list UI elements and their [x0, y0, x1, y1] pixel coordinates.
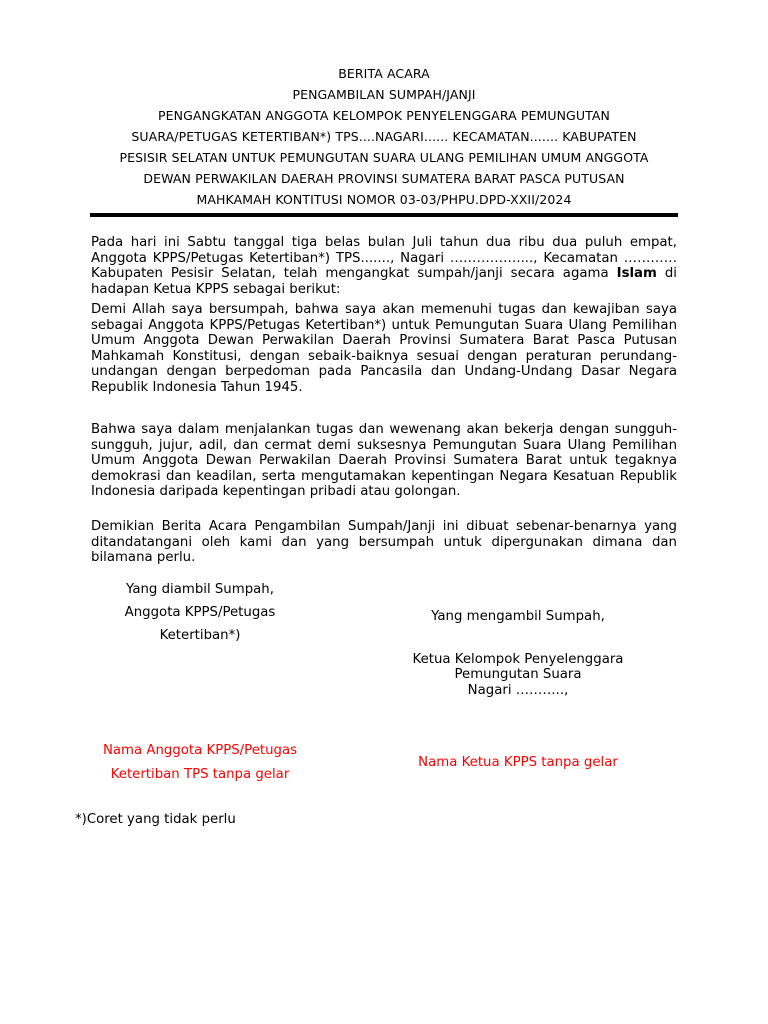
- doc-heading-line: SUARA/PETUGAS KETERTIBAN*) TPS....NAGARI...... KECAMATAN....... KABUPATEN: [131, 129, 637, 144]
- right-signer-name: Nama Ketua KPPS tanpa gelar: [418, 755, 618, 770]
- oath-paragraph: Demi Allah saya bersumpah, bahwa saya akan memenuhi tugas dan kewajiban saya sebagai Anggota KPPS/Petugas Ketertiban*) untuk Pemungutan Suara Ulang Pemilihan Umum Anggota Dewan Perwakilan Daerah Provinsi Sumatera Barat Pasca Putusan Mahkamah Konstitusi, dengan sebaik-baiknya sesuai dengan peraturan perundang-undangan dengan berpedoman pada Pancasila dan Undang-Undang Dasar Negara Republik Indonesia Tahun 1945.: [91, 302, 677, 395]
- opening-text-end: di hadapan Ketua KPPS sebagai berikut:: [91, 266, 677, 297]
- doc-heading-line: PENGANGKATAN ANGGOTA KELOMPOK PENYELENGGARA PEMUNGUTAN: [158, 108, 610, 123]
- left-signer-name-cont: Ketertiban TPS tanpa gelar: [110, 767, 290, 782]
- doc-heading-line: MAHKAMAH KONTITUSI NOMOR 03-03/PHPU.DPD-XXII/2024: [196, 192, 572, 207]
- doc-heading-line: DEWAN PERWAKILAN DAERAH PROVINSI SUMATERA BARAT PASCA PUTUSAN: [143, 171, 625, 186]
- religion-text: Islam: [616, 266, 657, 281]
- right-signer-role: Ketua Kelompok Penyelenggara: [412, 652, 624, 667]
- right-signer-location: Nagari ………..,: [467, 683, 569, 698]
- header-divider: [90, 213, 678, 217]
- left-signer-name: Nama Anggota KPPS/Petugas: [102, 743, 298, 758]
- left-signer-role-cont: Ketertiban*): [159, 628, 241, 643]
- left-signer-caption: Yang diambil Sumpah,: [126, 582, 274, 597]
- right-signer-caption: Yang mengambil Sumpah,: [431, 609, 605, 624]
- right-signer-role-cont: Pemungutan Suara: [454, 667, 582, 682]
- opening-paragraph: [91, 235, 677, 297]
- doc-heading-line: PESISIR SELATAN UNTUK PEMUNGUTAN SUARA ULANG PEMILIHAN UMUM ANGGOTA: [119, 150, 649, 165]
- left-signer-role: Anggota KPPS/Petugas: [124, 605, 276, 620]
- closing-paragraph: Demikian Berita Acara Pengambilan Sumpah/Janji ini dibuat sebenar-benarnya yang ditandatangani oleh kami dan yang bersumpah untuk dipergunakan dimana dan bilamana perlu.: [91, 519, 677, 565]
- footnote: *)Coret yang tidak perlu: [75, 812, 236, 827]
- opening-text: Pada hari ini Sabtu tanggal tiga belas bulan Juli tahun dua ribu dua puluh empat, Anggota KPPS/Petugas Ketertiban*) TPS......., Nagari ……………...., Kecamatan ………… Kabupaten Pesisir Selatan, telah mengangkat sumpah/janji secara agama: [91, 235, 677, 281]
- commitment-paragraph: Bahwa saya dalam menjalankan tugas dan wewenang akan bekerja dengan sungguh-sungguh, jujur, adil, dan cermat demi suksesnya Pemungutan Suara Ulang Pemilihan Umum Anggota Dewan Perwakilan Daerah Provinsi Sumatera Barat untuk tegaknya demokrasi dan keadilan, serta mengutamakan kepentingan Negara Kesatuan Republik Indonesia daripada kepentingan pribadi atau golongan.: [91, 422, 677, 499]
- doc-subtitle: PENGAMBILAN SUMPAH/JANJI: [292, 87, 476, 102]
- doc-title: BERITA ACARA: [338, 66, 430, 81]
